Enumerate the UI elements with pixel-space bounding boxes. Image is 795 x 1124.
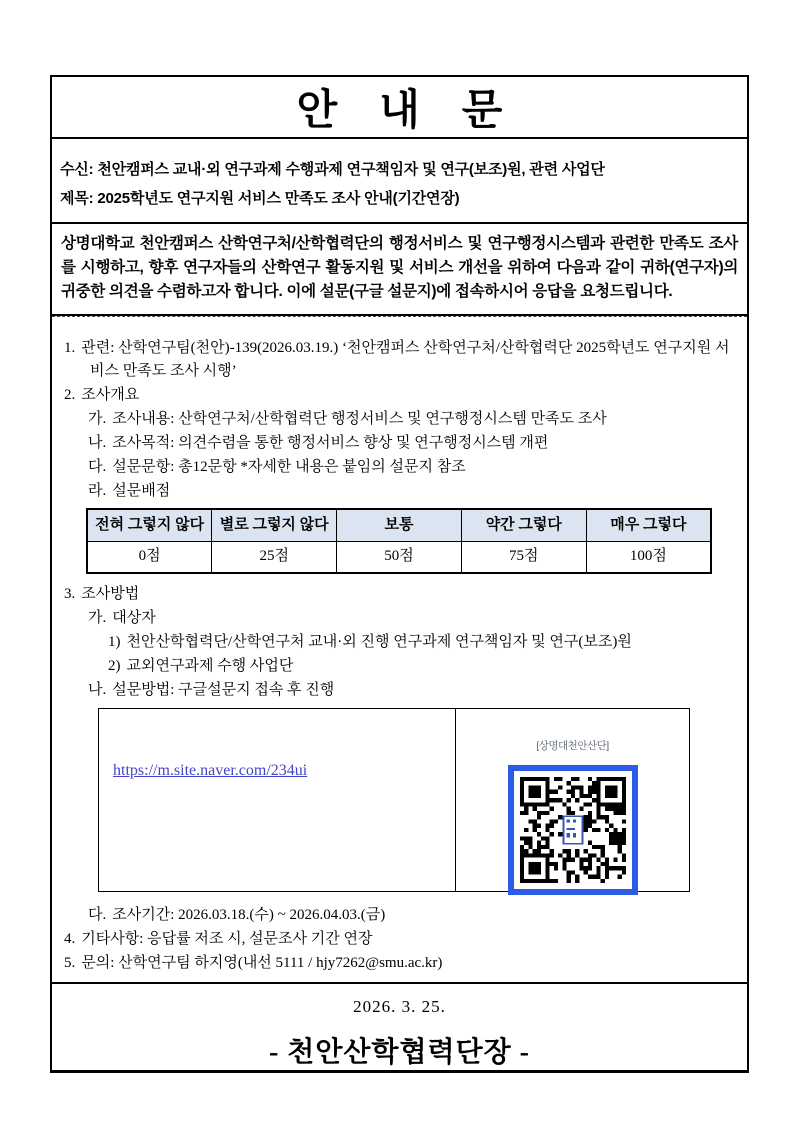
list-marker: 2. <box>64 387 76 403</box>
list-item <box>64 337 741 383</box>
list-text: 설문배점 <box>112 483 171 499</box>
footer-section <box>52 982 747 1070</box>
list-marker: 가. <box>88 411 107 427</box>
score-table <box>86 508 712 574</box>
content-section <box>52 316 747 982</box>
list-text: 문의: 산학연구팀 하지영(내선 5111 / hjy7262@smu.ac.kr) <box>81 955 443 971</box>
list-text: 설문문항: 총12문항 *자세한 내용은 붙임의 설문지 참조 <box>112 459 466 475</box>
list-text: 대상자 <box>112 610 156 626</box>
list-text: 기타사항: 응답률 저조 시, 설문조사 기간 연장 <box>81 931 373 947</box>
qr-label: [상명대천안산단] <box>536 740 609 752</box>
survey-link-box <box>98 708 690 892</box>
list-marker: 3. <box>64 586 76 602</box>
list-item <box>108 655 741 678</box>
list-marker: 가. <box>88 610 107 626</box>
signature-line: - 천안산학협력단장 - <box>268 1037 531 1068</box>
list-text: 조사개요 <box>81 387 140 403</box>
score-value-cell: 0점 <box>87 541 212 573</box>
survey-link[interactable]: https://m.site.naver.com/234ui <box>113 762 308 779</box>
list-text: 조사목적: 의견수렴을 통한 행정서비스 향상 및 연구행정시스템 개편 <box>112 435 549 451</box>
score-value-cell: 75점 <box>461 541 586 573</box>
score-header-cell: 보통 <box>337 509 462 541</box>
list-marker: 나. <box>88 682 107 698</box>
list-text: 관련: 산학연구팀(천안)-139(2026.03.19.) ‘천안캠퍼스 산학연구처/산학협력단 2025학년도 연구지원 서비스 만족도 조사 시행’ <box>81 340 730 379</box>
list-text: 조사방법 <box>81 586 140 602</box>
list-marker: 2) <box>108 658 121 674</box>
list-item <box>76 432 741 455</box>
list-item <box>76 480 741 503</box>
title-section <box>52 77 747 139</box>
recipient-line: 수신: 천안캠퍼스 교내·외 연구과제 수행과제 연구책임자 및 연구(보조)원, 관련 사업단 <box>60 161 605 178</box>
list-marker: 5. <box>64 955 76 971</box>
list-marker: 나. <box>88 435 107 451</box>
score-header-cell: 별로 그렇지 않다 <box>212 509 337 541</box>
qr-code <box>508 765 638 895</box>
survey-link-cell <box>99 709 455 891</box>
subject-line: 제목: 2025학년도 연구지원 서비스 만족도 조사 안내(기간연장) <box>60 190 460 207</box>
list-marker: 다. <box>88 907 107 923</box>
list-item <box>76 904 741 927</box>
page-title: 안 내 문 <box>296 88 503 134</box>
list-item <box>76 607 741 630</box>
divider-bar-bottom <box>52 1070 747 1071</box>
score-value-cell: 25점 <box>212 541 337 573</box>
list-item <box>76 456 741 479</box>
score-header-cell: 매우 그렇다 <box>586 509 711 541</box>
list-item <box>64 928 741 951</box>
list-item <box>64 952 741 975</box>
list-text: 조사내용: 산학연구처/산학협력단 행정서비스 및 연구행정시스템 만족도 조사 <box>112 411 607 427</box>
list-text: 설문방법: 구글설문지 접속 후 진행 <box>112 682 335 698</box>
list-item <box>64 583 741 606</box>
score-header-cell: 약간 그렇다 <box>461 509 586 541</box>
list-item <box>64 384 741 407</box>
list-text: 교외연구과제 수행 사업단 <box>126 658 294 674</box>
score-table-value-row <box>87 541 711 573</box>
date-line: 2026. 3. 25. <box>353 997 446 1016</box>
score-value-cell: 50점 <box>337 541 462 573</box>
qr-panel <box>455 709 689 891</box>
list-marker: 1) <box>108 634 121 650</box>
list-marker: 1. <box>64 340 76 356</box>
list-item <box>76 679 741 702</box>
list-marker: 다. <box>88 459 107 475</box>
score-header-cell: 전혀 그렇지 않다 <box>87 509 212 541</box>
list-text: 조사기간: 2026.03.18.(수) ~ 2026.04.03.(금) <box>112 907 386 923</box>
list-marker: 4. <box>64 931 76 947</box>
list-marker: 라. <box>88 483 107 499</box>
header-section <box>52 148 747 224</box>
score-value-cell: 100점 <box>586 541 711 573</box>
intro-paragraph: 상명대학교 천안캠퍼스 산학연구처/산학협력단의 행정서비스 및 연구행정시스템과 관련한 만족도 조사를 시행하고, 향후 연구자들의 산학연구 활동지원 및 서비스 개선을 위하여 다음과 같이 귀하(연구자)의 귀중한 의견을 수렴하고자 합니다. 이에 설문(구글 설문지)에 접속하시어 응답을 요청드립니다. <box>52 224 747 316</box>
list-item <box>76 408 741 431</box>
list-item <box>108 631 741 654</box>
score-table-header-row <box>87 509 711 541</box>
list-text: 천안산학협력단/산학연구처 교내·외 진행 연구과제 연구책임자 및 연구(보조)원 <box>126 634 632 650</box>
document-frame <box>50 75 749 1073</box>
